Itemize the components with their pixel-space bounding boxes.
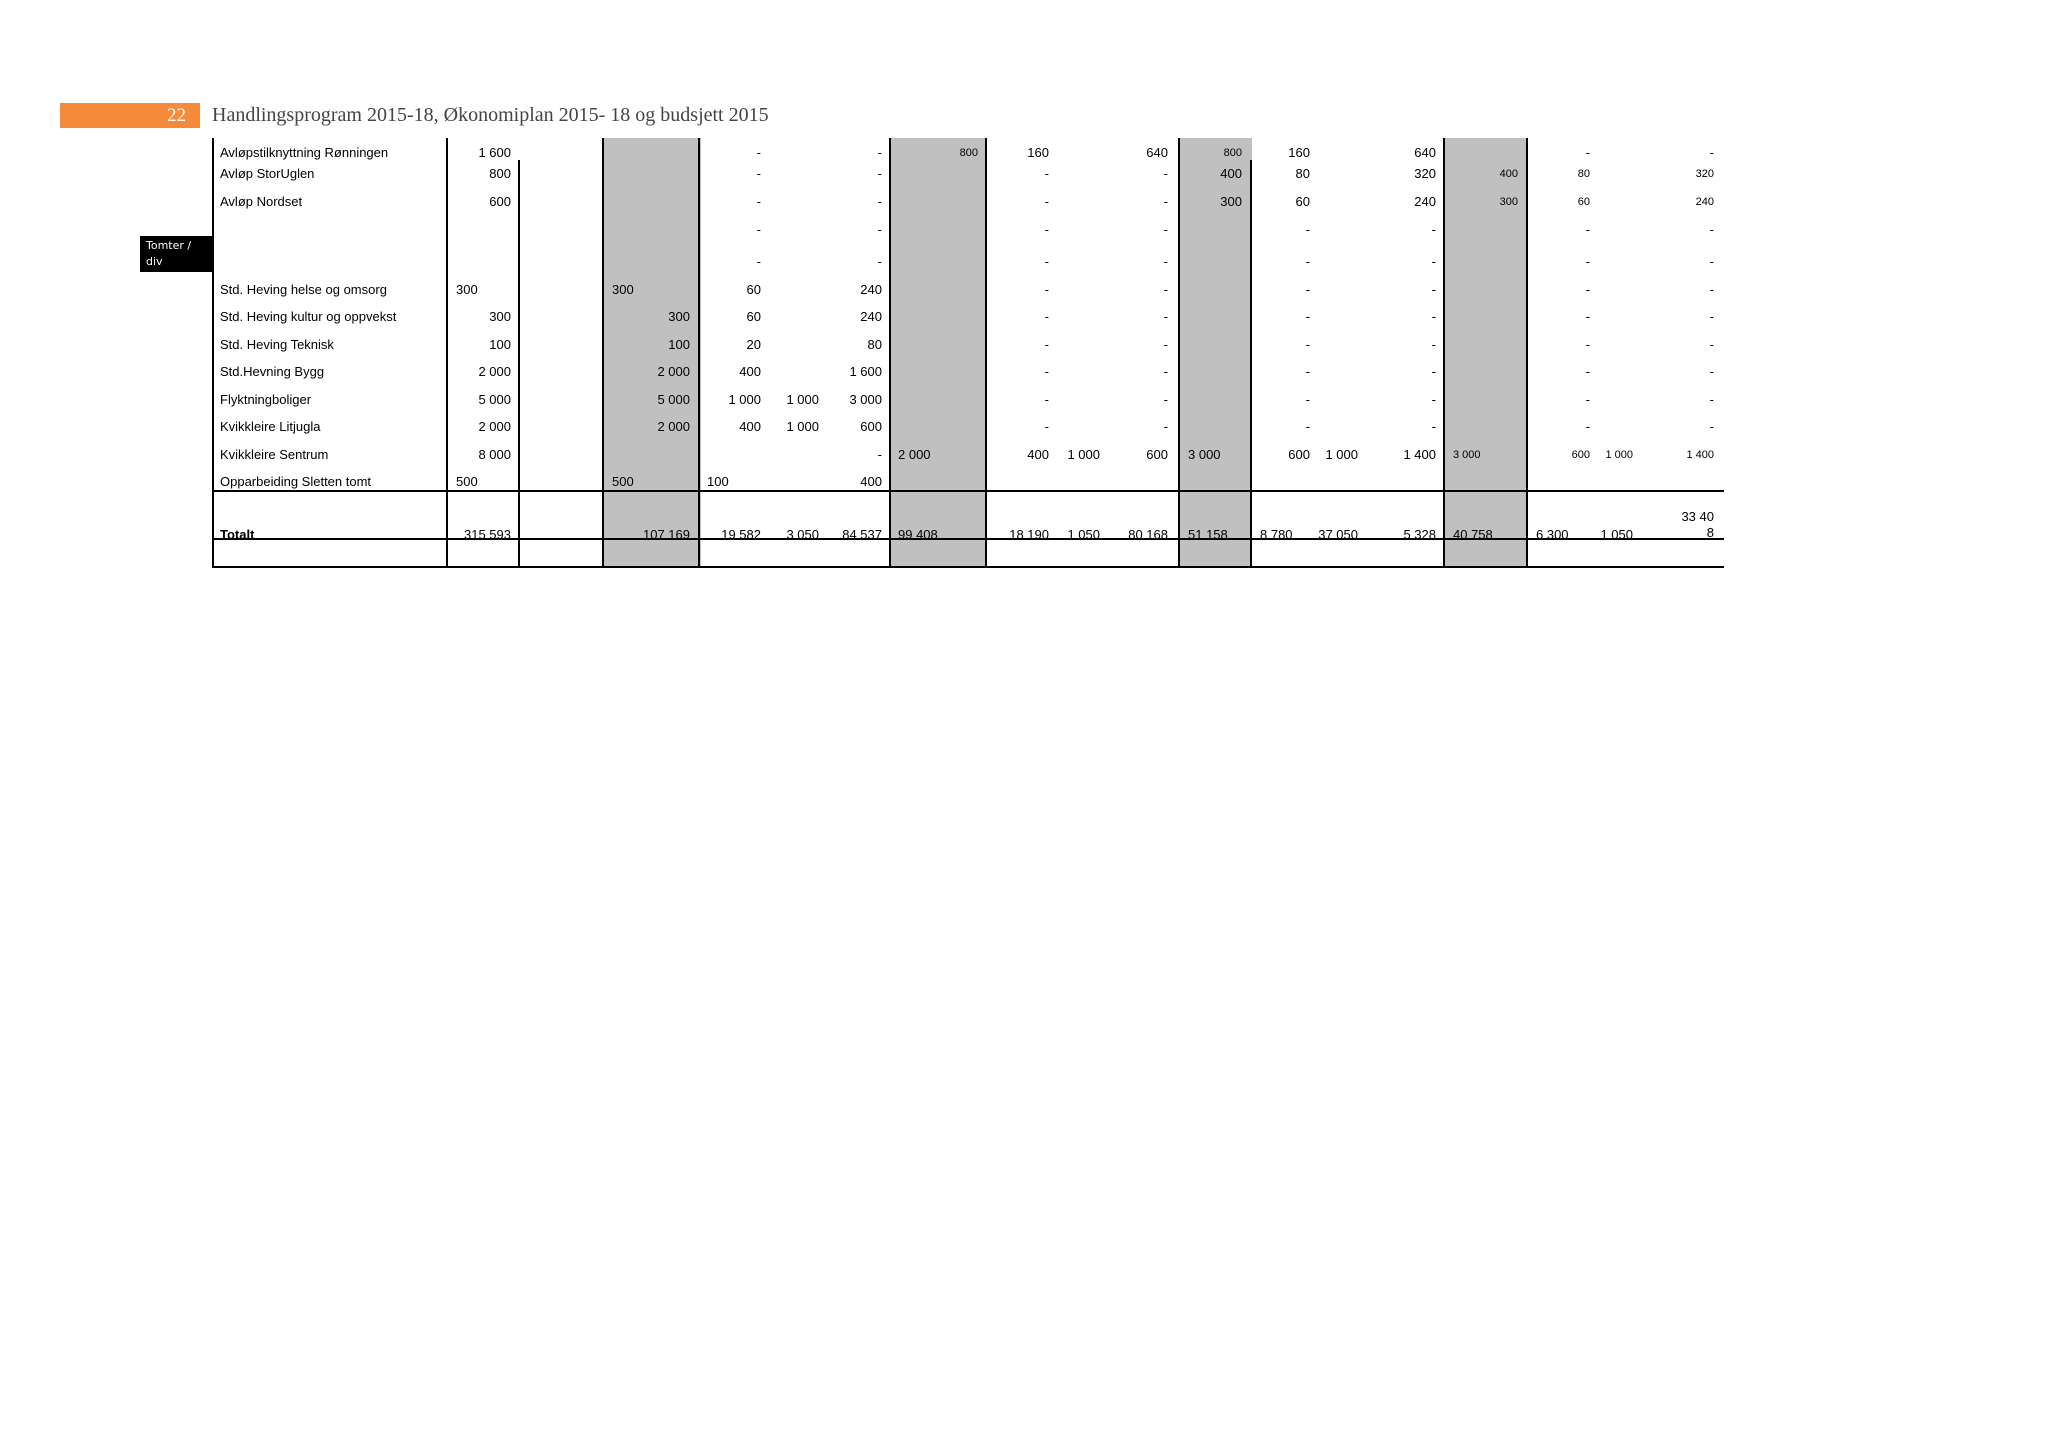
table-cell: 300 — [612, 282, 634, 297]
table-cell: 500 — [456, 474, 478, 489]
table-cell: 800 — [489, 166, 511, 181]
column-rule — [889, 138, 891, 568]
table-cell: - — [1709, 364, 1714, 379]
table-cell: - — [1163, 222, 1168, 237]
table-cell: - — [1044, 337, 1049, 352]
table-cell: 400 — [739, 364, 761, 379]
total-cell: 40 758 — [1453, 527, 1493, 542]
table-cell: - — [877, 166, 882, 181]
table-cell: - — [1431, 254, 1436, 269]
table-cell: - — [1305, 282, 1310, 297]
total-cell: 19 582 — [721, 527, 761, 542]
table-cell: 1 600 — [849, 364, 882, 379]
table-cell: - — [1585, 364, 1590, 379]
table-cell: 2 000 — [898, 447, 931, 462]
table-cell: 1 400 — [1403, 447, 1436, 462]
table-cell: 1 000 — [786, 392, 819, 407]
table-cell: 300 — [1499, 196, 1518, 208]
column-rule — [985, 138, 987, 568]
table-cell: 240 — [860, 282, 882, 297]
table-cell: - — [877, 254, 882, 269]
table-cell: - — [1044, 282, 1049, 297]
table-cell: - — [756, 222, 761, 237]
table-cell: - — [1163, 282, 1168, 297]
table-cell: - — [1709, 282, 1714, 297]
table-cell: 80 — [867, 337, 882, 352]
table-cell: 60 — [1577, 196, 1590, 208]
column-rule — [518, 160, 520, 568]
table-cell: 1 600 — [478, 145, 511, 160]
table-cell: 800 — [1223, 147, 1242, 159]
table-cell: - — [1709, 309, 1714, 324]
table-cell: - — [1163, 392, 1168, 407]
document-title: Handlingsprogram 2015-18, Økonomiplan 2015- 18 og budsjett 2015 — [212, 104, 769, 126]
row-label: Flyktningboliger — [220, 392, 312, 407]
table-cell: 500 — [612, 474, 634, 489]
table-cell: 3 000 — [849, 392, 882, 407]
row-rule — [212, 566, 1724, 568]
table-cell: 300 — [489, 309, 511, 324]
table-cell: - — [1431, 222, 1436, 237]
table-cell: - — [1044, 364, 1049, 379]
row-label: Std. Heving helse og omsorg — [220, 282, 387, 297]
table-cell: - — [1305, 222, 1310, 237]
table-cell: - — [877, 447, 882, 462]
table-cell: - — [1163, 166, 1168, 181]
table-cell: - — [1305, 337, 1310, 352]
total-cell: 315 593 — [464, 527, 511, 542]
table-cell: 240 — [1695, 196, 1714, 208]
total-cell: 5 328 — [1403, 527, 1436, 542]
table-cell: 2 000 — [657, 419, 690, 434]
row-label: Kvikkleire Sentrum — [220, 447, 329, 462]
table-cell: 100 — [668, 337, 690, 352]
table-cell: 1 000 — [1605, 449, 1633, 461]
table-cell: 300 — [1220, 194, 1242, 209]
table-cell: 600 — [860, 419, 882, 434]
table-cell: - — [1585, 282, 1590, 297]
total-cell: 1 050 — [1067, 527, 1100, 542]
table-cell: 400 — [1499, 168, 1518, 180]
table-cell: - — [1163, 254, 1168, 269]
table-cell: 320 — [1414, 166, 1436, 181]
table-cell: - — [1709, 222, 1714, 237]
table-cell: - — [1585, 222, 1590, 237]
table-cell: - — [1044, 166, 1049, 181]
table-cell: - — [756, 254, 761, 269]
table-cell: 320 — [1695, 168, 1714, 180]
shaded-column — [604, 138, 701, 568]
table-cell: - — [756, 166, 761, 181]
table-cell: - — [1585, 419, 1590, 434]
row-label: Std. Heving Teknisk — [220, 337, 334, 352]
total-cell: 84 537 — [842, 527, 882, 542]
table-cell: 400 — [1220, 166, 1242, 181]
table-cell: - — [1044, 419, 1049, 434]
table-cell: 60 — [1295, 194, 1310, 209]
total-label: Totalt — [220, 527, 255, 542]
table-cell: 2 000 — [478, 364, 511, 379]
table-cell: 2 000 — [478, 419, 511, 434]
table-cell: - — [1163, 309, 1168, 324]
table-cell: - — [1305, 364, 1310, 379]
table-cell: - — [1709, 337, 1714, 352]
column-rule — [212, 138, 214, 568]
table-cell: 600 — [1288, 447, 1310, 462]
row-label: Std.Hevning Bygg — [220, 364, 325, 379]
table-cell: 1 000 — [728, 392, 761, 407]
table-cell: - — [1044, 222, 1049, 237]
table-cell: 400 — [1027, 447, 1049, 462]
table-cell: - — [1163, 419, 1168, 434]
table-cell: 1 400 — [1686, 449, 1714, 461]
table-cell: 600 — [1146, 447, 1168, 462]
table-cell: 640 — [1146, 145, 1168, 160]
table-cell: - — [1431, 392, 1436, 407]
row-label: Avløpstilknyttning Rønningen — [220, 145, 389, 160]
total-cell: 99 408 — [898, 527, 938, 542]
table-cell: - — [1163, 337, 1168, 352]
table-cell: 640 — [1414, 145, 1436, 160]
column-rule — [602, 138, 604, 568]
total-cell: 6 300 — [1536, 527, 1569, 542]
table-cell: - — [1305, 309, 1310, 324]
budget-table — [0, 0, 2048, 600]
table-cell: - — [1431, 337, 1436, 352]
column-rule — [446, 138, 448, 568]
total-cell: 80 168 — [1128, 527, 1168, 542]
table-cell: - — [1305, 254, 1310, 269]
table-cell: - — [1163, 194, 1168, 209]
table-cell: 100 — [489, 337, 511, 352]
column-rule — [1443, 138, 1445, 568]
table-cell: 20 — [746, 337, 761, 352]
table-cell: - — [756, 145, 761, 160]
total-cell: 8 780 — [1260, 527, 1293, 542]
table-cell: - — [877, 194, 882, 209]
table-cell: 600 — [489, 194, 511, 209]
page-number-badge: 22 — [60, 103, 200, 128]
table-cell: 3 000 — [1453, 449, 1481, 461]
table-cell: 300 — [456, 282, 478, 297]
table-cell: - — [1585, 145, 1590, 160]
table-cell: - — [1044, 392, 1049, 407]
table-cell: 160 — [1027, 145, 1049, 160]
table-cell: - — [1431, 419, 1436, 434]
table-cell: 1 000 — [1067, 447, 1100, 462]
table-cell: 300 — [668, 309, 690, 324]
section-label: Tomter / div — [140, 236, 212, 272]
table-cell: - — [1709, 419, 1714, 434]
table-cell: - — [1044, 309, 1049, 324]
column-rule — [1250, 160, 1252, 568]
row-label: Avløp Nordset — [220, 194, 303, 209]
total-cell: 107 169 — [643, 527, 690, 542]
table-cell: 100 — [707, 474, 729, 489]
table-cell: 5 000 — [657, 392, 690, 407]
table-cell: - — [756, 194, 761, 209]
table-cell: - — [1431, 309, 1436, 324]
table-cell: - — [1163, 364, 1168, 379]
table-cell: 60 — [746, 309, 761, 324]
table-cell: - — [1305, 419, 1310, 434]
table-cell: 1 000 — [786, 419, 819, 434]
table-cell: - — [1044, 194, 1049, 209]
total-cell: 33 40 8 — [1681, 509, 1714, 540]
table-cell: - — [1585, 309, 1590, 324]
row-rule — [212, 490, 1724, 492]
column-rule — [1178, 138, 1180, 568]
table-cell: 160 — [1288, 145, 1310, 160]
table-cell: - — [1044, 254, 1049, 269]
table-cell: 8 000 — [478, 447, 511, 462]
row-label: Opparbeiding Sletten tomt — [220, 474, 372, 489]
table-cell: 80 — [1295, 166, 1310, 181]
table-cell: 80 — [1577, 168, 1590, 180]
table-cell: - — [1431, 282, 1436, 297]
total-cell: 37 050 — [1318, 527, 1358, 542]
row-rule — [212, 538, 1724, 540]
table-cell: - — [1709, 254, 1714, 269]
table-cell: 240 — [1414, 194, 1436, 209]
table-cell: 400 — [739, 419, 761, 434]
table-cell: 1 000 — [1325, 447, 1358, 462]
table-cell: - — [1709, 392, 1714, 407]
table-cell: - — [1585, 337, 1590, 352]
column-rule — [1526, 138, 1528, 568]
table-cell: - — [1431, 364, 1436, 379]
table-cell: 60 — [746, 282, 761, 297]
total-cell: 3 050 — [786, 527, 819, 542]
table-cell: 400 — [860, 474, 882, 489]
total-cell: 18 190 — [1009, 527, 1049, 542]
row-label: Kvikkleire Litjugla — [220, 419, 321, 434]
table-cell: - — [1305, 392, 1310, 407]
column-rule — [698, 138, 700, 568]
table-cell: 800 — [959, 147, 978, 159]
table-cell: 2 000 — [657, 364, 690, 379]
table-cell: - — [1585, 392, 1590, 407]
table-cell: - — [1709, 145, 1714, 160]
table-cell: 5 000 — [478, 392, 511, 407]
table-cell: 3 000 — [1188, 447, 1221, 462]
table-cell: - — [877, 222, 882, 237]
shaded-column — [890, 138, 986, 568]
table-cell: - — [877, 145, 882, 160]
total-cell: 51 158 — [1188, 527, 1228, 542]
row-label: Std. Heving kultur og oppvekst — [220, 309, 397, 324]
total-cell: 1 050 — [1600, 527, 1633, 542]
table-cell: 600 — [1571, 449, 1590, 461]
row-label: Avløp StorUglen — [220, 166, 315, 181]
table-cell: - — [1585, 254, 1590, 269]
table-cell: 240 — [860, 309, 882, 324]
